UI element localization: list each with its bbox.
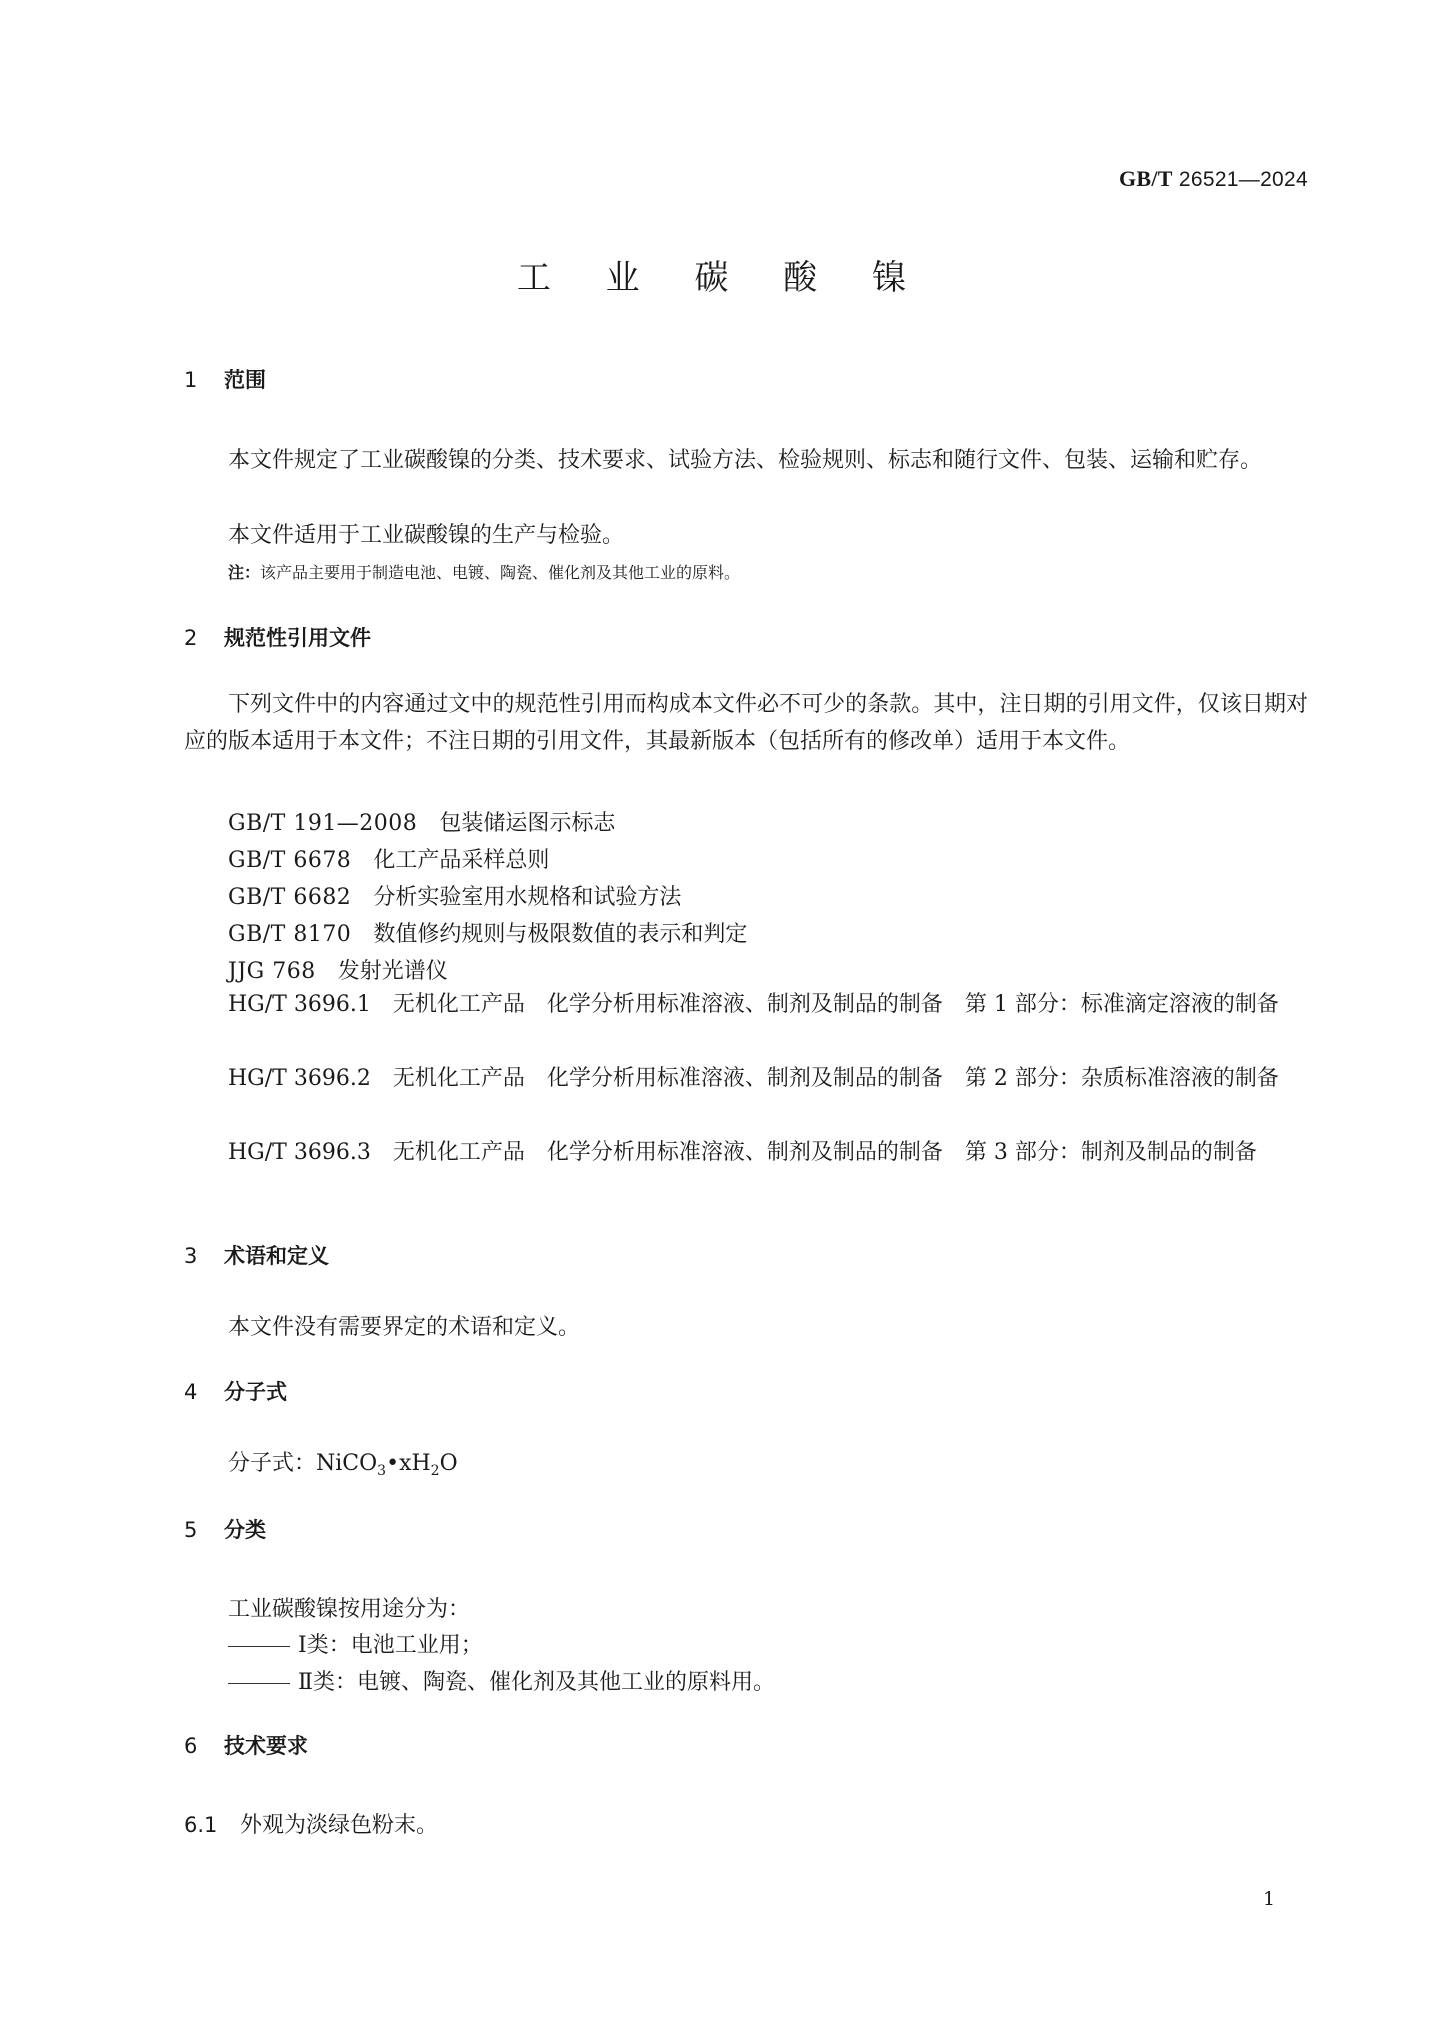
reference-item: JJG 768 发射光谱仪 xyxy=(228,959,448,984)
standard-number: 26521—2024 xyxy=(1178,168,1308,191)
clause-6-1: 6.1 外观为淡绿色粉末。 xyxy=(184,1813,439,1838)
reference-item: HG/T 3696.1 无机化工产品 化学分析用标准溶液、制剂及制品的制备 第 1 部分：标准滴定溶液的制备 xyxy=(228,992,1279,1017)
page-number: 1 xyxy=(1263,1888,1276,1910)
document-title: 工 业 碳 酸 镍 xyxy=(516,258,929,298)
standard-prefix: GB/T xyxy=(1118,166,1173,191)
reference-item: HG/T 3696.2 无机化工产品 化学分析用标准溶液、制剂及制品的制备 第 2 部分：杂质标准溶液的制备 xyxy=(228,1066,1279,1091)
classification-item: Ⅰ类：电池工业用； xyxy=(228,1628,483,1659)
terms-paragraph: 本文件没有需要界定的术语和定义。 xyxy=(228,1315,581,1340)
dash-bullet-icon xyxy=(228,1646,290,1647)
molecular-formula: 分子式：$NiCO_3•xH_2O$ xyxy=(228,1451,458,1479)
section-heading-5: 5 分类 xyxy=(184,1518,266,1542)
classification-intro: 工业碳酸镍按用途分为： xyxy=(228,1597,471,1622)
scope-paragraph: 本文件规定了工业碳酸镍的分类、技术要求、试验方法、检验规则、标志和随行文件、包装、运输和贮存。 xyxy=(228,448,1263,473)
normative-references-paragraph: 下列文件中的内容通过文中的规范性引用而构成本文件必不可少的条款。其中，注日期的引用文件，仅该日期对应的版本适用于本文件；不注日期的引用文件，其最新版本（包括所有的修改单）适用于本文件。 xyxy=(184,692,1308,754)
scope-note: 注：该产品主要用于制造电池、电镀、陶瓷、催化剂及其他工业的原料。 xyxy=(228,563,741,582)
reference-item: GB/T 8170 数值修约规则与极限数值的表示和判定 xyxy=(228,922,748,947)
section-heading-6: 6 技术要求 xyxy=(184,1734,308,1758)
section-heading-4: 4 分子式 xyxy=(184,1380,287,1404)
section-heading-1: 1 范围 xyxy=(184,368,266,392)
applicability-paragraph: 本文件适用于工业碳酸镍的生产与检验。 xyxy=(228,523,625,548)
reference-item: GB/T 6682 分析实验室用水规格和试验方法 xyxy=(228,885,682,910)
section-heading-2: 2 规范性引用文件 xyxy=(184,626,371,650)
classification-item: Ⅱ类：电镀、陶瓷、催化剂及其他工业的原料用。 xyxy=(228,1665,775,1696)
reference-item: HG/T 3696.3 无机化工产品 化学分析用标准溶液、制剂及制品的制备 第 3 部分：制剂及制品的制备 xyxy=(228,1140,1257,1165)
section-heading-3: 3 术语和定义 xyxy=(184,1244,329,1268)
dash-bullet-icon xyxy=(228,1683,290,1684)
standard-code xyxy=(1119,166,1308,192)
reference-item: GB/T 191—2008 包装储运图示标志 xyxy=(228,811,616,836)
reference-item: GB/T 6678 化工产品采样总则 xyxy=(228,848,550,873)
